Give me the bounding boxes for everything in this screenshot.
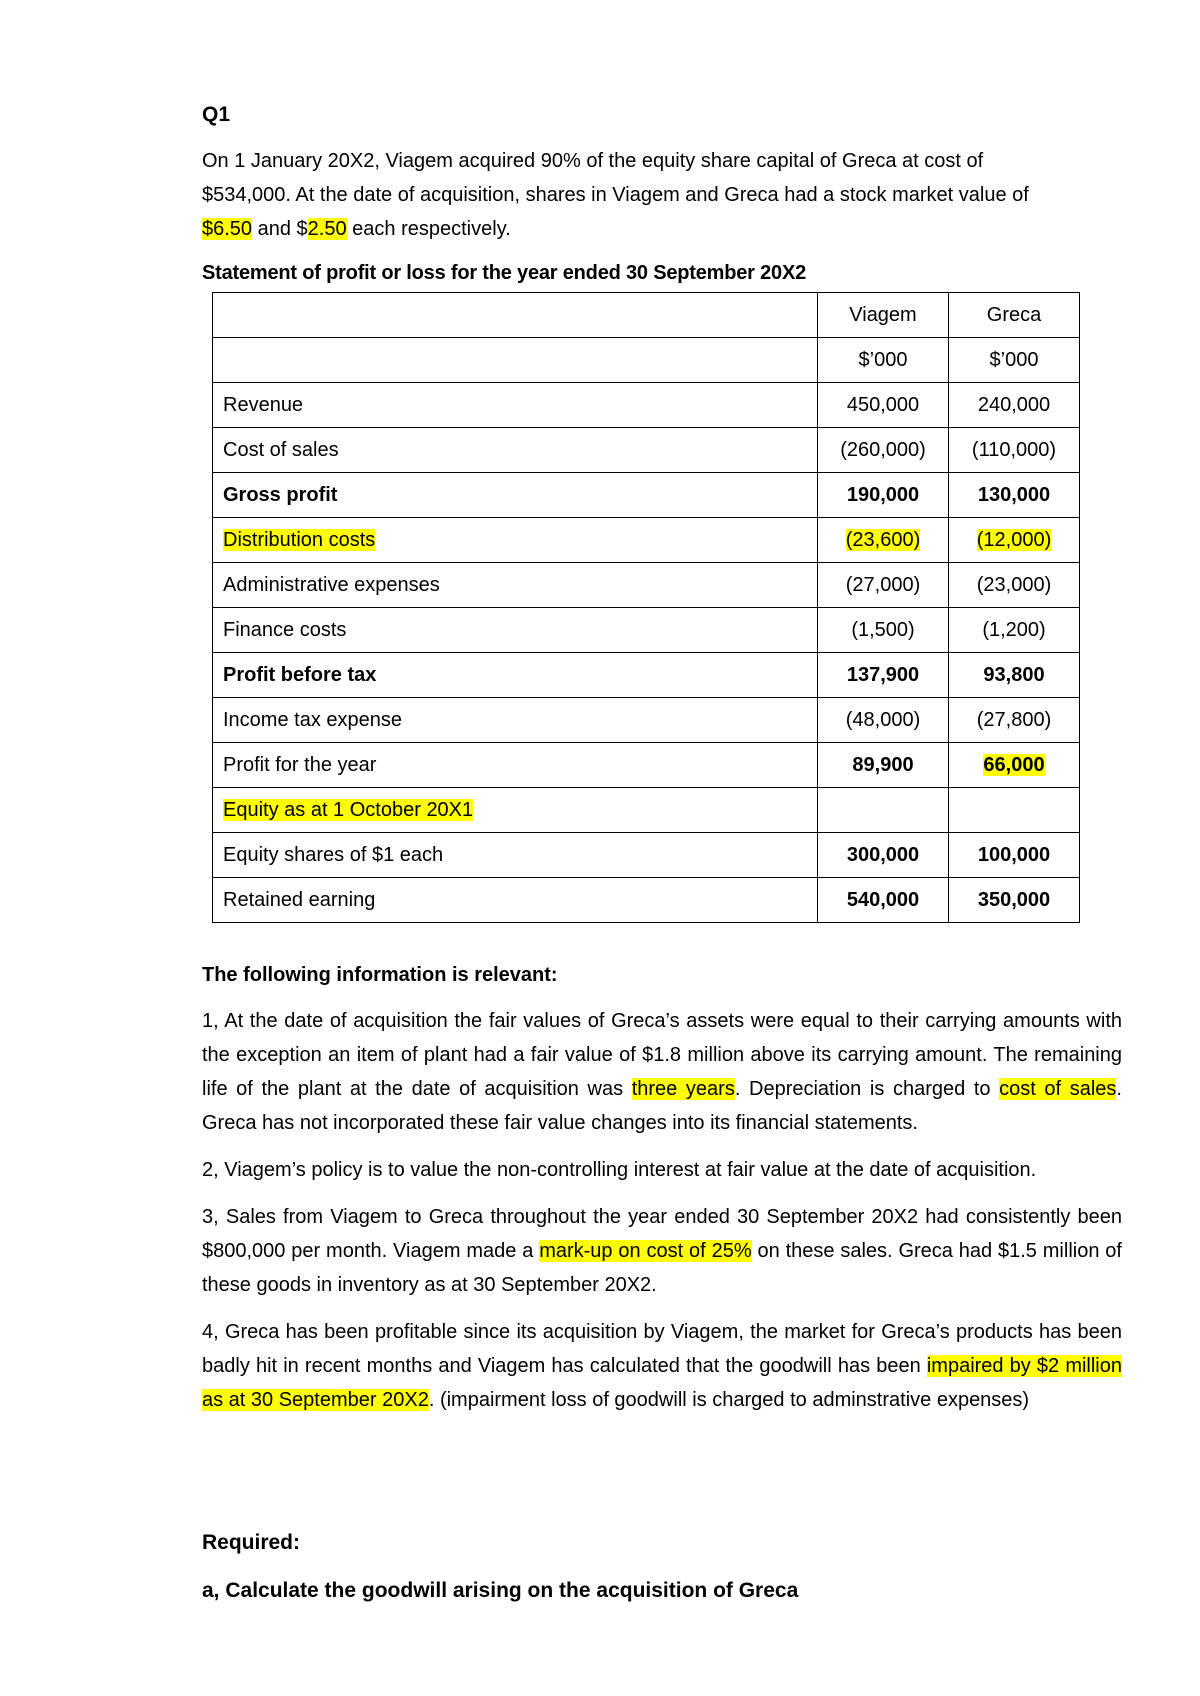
row-label: Finance costs xyxy=(213,608,818,653)
table-row xyxy=(213,383,1080,428)
highlight-markup: mark-up on cost of 25% xyxy=(539,1240,752,1262)
highlight-distribution-greca: (12,000) xyxy=(976,529,1052,551)
greca-value: (23,000) xyxy=(949,563,1080,608)
table-row xyxy=(213,653,1080,698)
greca-value: (27,800) xyxy=(949,698,1080,743)
highlight-equity-label: Equity as at 1 October 20X1 xyxy=(223,799,474,821)
row-label: Revenue xyxy=(213,383,818,428)
intro-line-1: On 1 January 20X2, Viagem acquired 90% of the equity share capital of Greca at cost of xyxy=(202,150,984,172)
table-title: Statement of profit or loss for the year ended 30 September 20X2 xyxy=(202,262,807,284)
greca-value: 350,000 xyxy=(949,878,1080,923)
highlight-impairment: impaired by $2 million as at 30 September 20X2 xyxy=(202,1355,1122,1411)
table-row xyxy=(213,518,1080,563)
note-1 xyxy=(202,1004,1122,1140)
row-label: Gross profit xyxy=(213,473,818,518)
note-1-text-a: 1, At the date of acquisition the fair values of Greca’s assets were equal to their carrying amounts with the exception an item of plant had a fair value of $1.8 million above its carrying amount. The remaining life of the plant at the date of acquisition was xyxy=(202,1010,1122,1100)
note-1-text-b: . Depreciation is charged to xyxy=(734,1078,1000,1100)
highlight-viagem-price: $6.50 xyxy=(202,218,253,240)
viagem-value: 540,000 xyxy=(818,878,949,923)
greca-value xyxy=(949,743,1080,788)
table-row xyxy=(213,608,1080,653)
highlight-three-years: three years xyxy=(631,1078,735,1100)
part-a-question: a, Calculate the goodwill arising on the acquisition of Greca xyxy=(202,1579,799,1602)
note-3-text-b: on these sales. Greca had $1.5 million of these goods in inventory as at 30 September 20X2. xyxy=(202,1240,1122,1296)
intro-paragraph xyxy=(202,144,1122,246)
table-row xyxy=(213,743,1080,788)
question-number: Q1 xyxy=(202,103,231,126)
viagem-value: (27,000) xyxy=(818,563,949,608)
viagem-value: 89,900 xyxy=(818,743,949,788)
row-label: Administrative expenses xyxy=(213,563,818,608)
greca-value: 130,000 xyxy=(949,473,1080,518)
units-greca: $’000 xyxy=(949,338,1080,383)
viagem-value xyxy=(818,788,949,833)
table-row xyxy=(213,878,1080,923)
info-heading: The following information is relevant: xyxy=(202,964,558,986)
units-viagem: $’000 xyxy=(818,338,949,383)
header-greca: Greca xyxy=(949,293,1080,338)
row-label: Profit before tax xyxy=(213,653,818,698)
table-row xyxy=(213,833,1080,878)
highlight-cost-of-sales: cost of sales xyxy=(999,1078,1117,1100)
note-4-text-a: 4, Greca has been profitable since its acquisition by Viagem, the market for Greca’s products has been badly hit in recent months and Viagem has calculated that the goodwill has been xyxy=(202,1321,1122,1377)
intro-mid: and $ xyxy=(252,218,308,240)
highlight-greca-price: 2.50 xyxy=(307,218,347,240)
units-label xyxy=(213,338,818,383)
highlight-distribution-label: Distribution costs xyxy=(223,529,376,551)
row-label: Profit for the year xyxy=(213,743,818,788)
row-label: Cost of sales xyxy=(213,428,818,473)
table-header-row xyxy=(213,293,1080,338)
greca-value xyxy=(949,788,1080,833)
highlight-distribution-viagem: (23,600) xyxy=(845,529,921,551)
header-label xyxy=(213,293,818,338)
viagem-value: 450,000 xyxy=(818,383,949,428)
viagem-value: (48,000) xyxy=(818,698,949,743)
row-label xyxy=(213,518,818,563)
table-row xyxy=(213,473,1080,518)
viagem-value: 190,000 xyxy=(818,473,949,518)
note-3-text-a: 3, Sales from Viagem to Greca throughout the year ended 30 September 20X2 had consistently been $800,000 per month. Viagem made a xyxy=(202,1206,1122,1262)
notes-list xyxy=(202,1004,1122,1430)
table-units-row xyxy=(213,338,1080,383)
greca-value: 240,000 xyxy=(949,383,1080,428)
intro-line-3 xyxy=(202,212,1122,246)
table-row xyxy=(213,698,1080,743)
row-label xyxy=(213,788,818,833)
row-label: Equity shares of $1 each xyxy=(213,833,818,878)
viagem-value: 300,000 xyxy=(818,833,949,878)
note-2: 2, Viagem’s policy is to value the non-controlling interest at fair value at the date of acquisition. xyxy=(202,1159,1037,1181)
greca-value xyxy=(949,518,1080,563)
greca-value: (110,000) xyxy=(949,428,1080,473)
note-1-text-c: . Greca has not incorporated these fair value changes into its financial statements. xyxy=(202,1078,1122,1134)
greca-value: (1,200) xyxy=(949,608,1080,653)
viagem-value: (1,500) xyxy=(818,608,949,653)
viagem-value: 137,900 xyxy=(818,653,949,698)
greca-value: 93,800 xyxy=(949,653,1080,698)
note-3 xyxy=(202,1200,1122,1302)
note-4 xyxy=(202,1315,1122,1417)
greca-value: 100,000 xyxy=(949,833,1080,878)
header-viagem: Viagem xyxy=(818,293,949,338)
table-row xyxy=(213,563,1080,608)
table-row xyxy=(213,788,1080,833)
required-heading: Required: xyxy=(202,1531,301,1554)
intro-end: each respectively. xyxy=(346,218,511,240)
intro-line-2: $534,000. At the date of acquisition, shares in Viagem and Greca had a stock market value of xyxy=(202,184,1029,206)
highlight-profit-greca: 66,000 xyxy=(983,754,1045,776)
profit-loss-table xyxy=(212,292,1080,923)
row-label: Retained earning xyxy=(213,878,818,923)
note-4-text-b: . (impairment loss of goodwill is charged to adminstrative expenses) xyxy=(428,1389,1030,1411)
table-row xyxy=(213,428,1080,473)
row-label: Income tax expense xyxy=(213,698,818,743)
viagem-value: (260,000) xyxy=(818,428,949,473)
viagem-value xyxy=(818,518,949,563)
